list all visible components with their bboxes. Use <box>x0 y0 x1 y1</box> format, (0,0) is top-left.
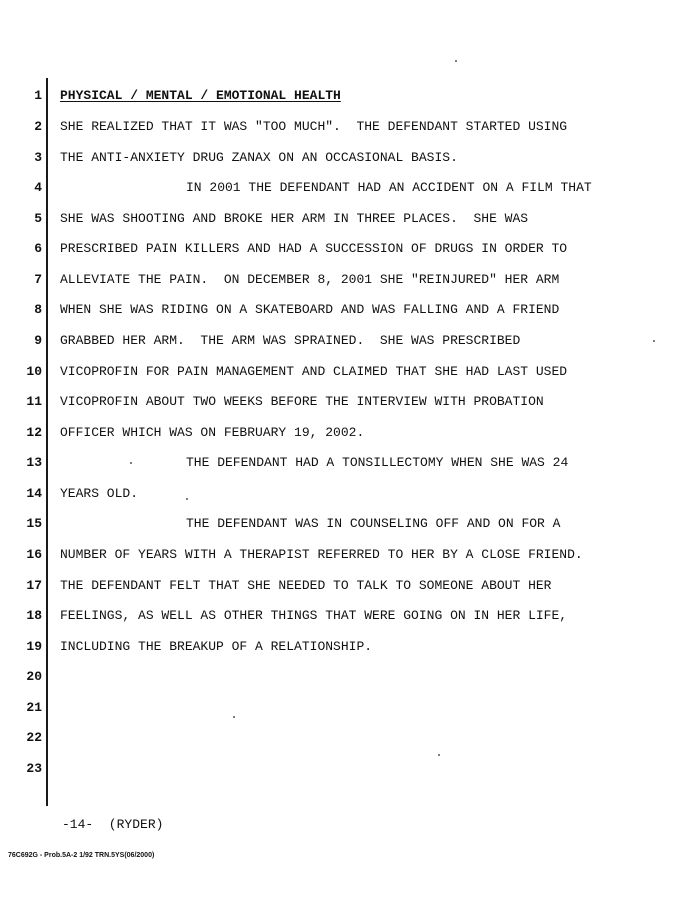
scan-speck <box>438 754 440 756</box>
section-heading: PHYSICAL / MENTAL / EMOTIONAL HEALTH <box>60 88 341 103</box>
line-number: 3 <box>34 150 42 165</box>
line-number: 19 <box>26 639 42 654</box>
scan-speck <box>186 498 188 500</box>
line-number: 15 <box>26 516 42 531</box>
line-number: 8 <box>34 302 42 317</box>
text-line: SHE REALIZED THAT IT WAS "TOO MUCH". THE DEFENDANT STARTED USING <box>60 119 568 134</box>
text-line: PRESCRIBED PAIN KILLERS AND HAD A SUCCESSION OF DRUGS IN ORDER TO <box>60 241 568 256</box>
line-number: 12 <box>26 425 42 440</box>
text-line: VICOPROFIN FOR PAIN MANAGEMENT AND CLAIMED THAT SHE HAD LAST USED <box>60 364 568 379</box>
line-number: 17 <box>26 578 42 593</box>
text-line: ALLEVIATE THE PAIN. ON DECEMBER 8, 2001 SHE "REINJURED" HER ARM <box>60 272 560 287</box>
line-number: 11 <box>26 394 42 409</box>
line-number: 16 <box>26 547 42 562</box>
line-number: 18 <box>26 608 42 623</box>
scan-speck <box>130 462 132 464</box>
line-number: 6 <box>34 241 42 256</box>
page-number-footer: -14- (RYDER) <box>62 817 164 832</box>
text-line: VICOPROFIN ABOUT TWO WEEKS BEFORE THE INTERVIEW WITH PROBATION <box>60 394 544 409</box>
text-line: THE DEFENDANT HAD A TONSILLECTOMY WHEN SHE WAS 24 <box>186 455 569 470</box>
text-line: WHEN SHE WAS RIDING ON A SKATEBOARD AND WAS FALLING AND A FRIEND <box>60 302 560 317</box>
text-line: SHE WAS SHOOTING AND BROKE HER ARM IN THREE PLACES. SHE WAS <box>60 211 529 226</box>
form-code-label: 76C692G - Prob.5A-2 1/92 TRN.5YS(06/2000) <box>8 852 155 859</box>
text-line: THE DEFENDANT FELT THAT SHE NEEDED TO TALK TO SOMEONE ABOUT HER <box>60 578 552 593</box>
text-line: THE DEFENDANT WAS IN COUNSELING OFF AND ON FOR A <box>186 516 561 531</box>
line-number: 22 <box>26 730 42 745</box>
text-line: NUMBER OF YEARS WITH A THERAPIST REFERRED TO HER BY A CLOSE FRIEND. <box>60 547 583 562</box>
scan-speck <box>233 716 235 718</box>
text-line: IN 2001 THE DEFENDANT HAD AN ACCIDENT ON A FILM THAT <box>186 180 592 195</box>
line-number: 14 <box>26 486 42 501</box>
text-line: YEARS OLD. <box>60 486 139 501</box>
scan-speck <box>653 340 655 342</box>
line-number: 4 <box>34 180 42 195</box>
line-number: 13 <box>26 455 42 470</box>
line-number: 5 <box>34 211 42 226</box>
line-number: 10 <box>26 364 42 379</box>
text-line: FEELINGS, AS WELL AS OTHER THINGS THAT WERE GOING ON IN HER LIFE, <box>60 608 568 623</box>
line-number: 2 <box>34 119 42 134</box>
line-number: 1 <box>34 88 42 103</box>
text-line: INCLUDING THE BREAKUP OF A RELATIONSHIP. <box>60 639 373 654</box>
line-number: 20 <box>26 669 42 684</box>
line-number: 23 <box>26 761 42 776</box>
line-number: 7 <box>34 272 42 287</box>
line-number: 9 <box>34 333 42 348</box>
text-line: OFFICER WHICH WAS ON FEBRUARY 19, 2002. <box>60 425 365 440</box>
text-line: THE ANTI-ANXIETY DRUG ZANAX ON AN OCCASIONAL BASIS. <box>60 150 458 165</box>
line-number: 21 <box>26 700 42 715</box>
text-line: GRABBED HER ARM. THE ARM WAS SPRAINED. SHE WAS PRESCRIBED <box>60 333 521 348</box>
scan-speck <box>455 60 457 62</box>
left-margin-rule <box>46 78 48 806</box>
